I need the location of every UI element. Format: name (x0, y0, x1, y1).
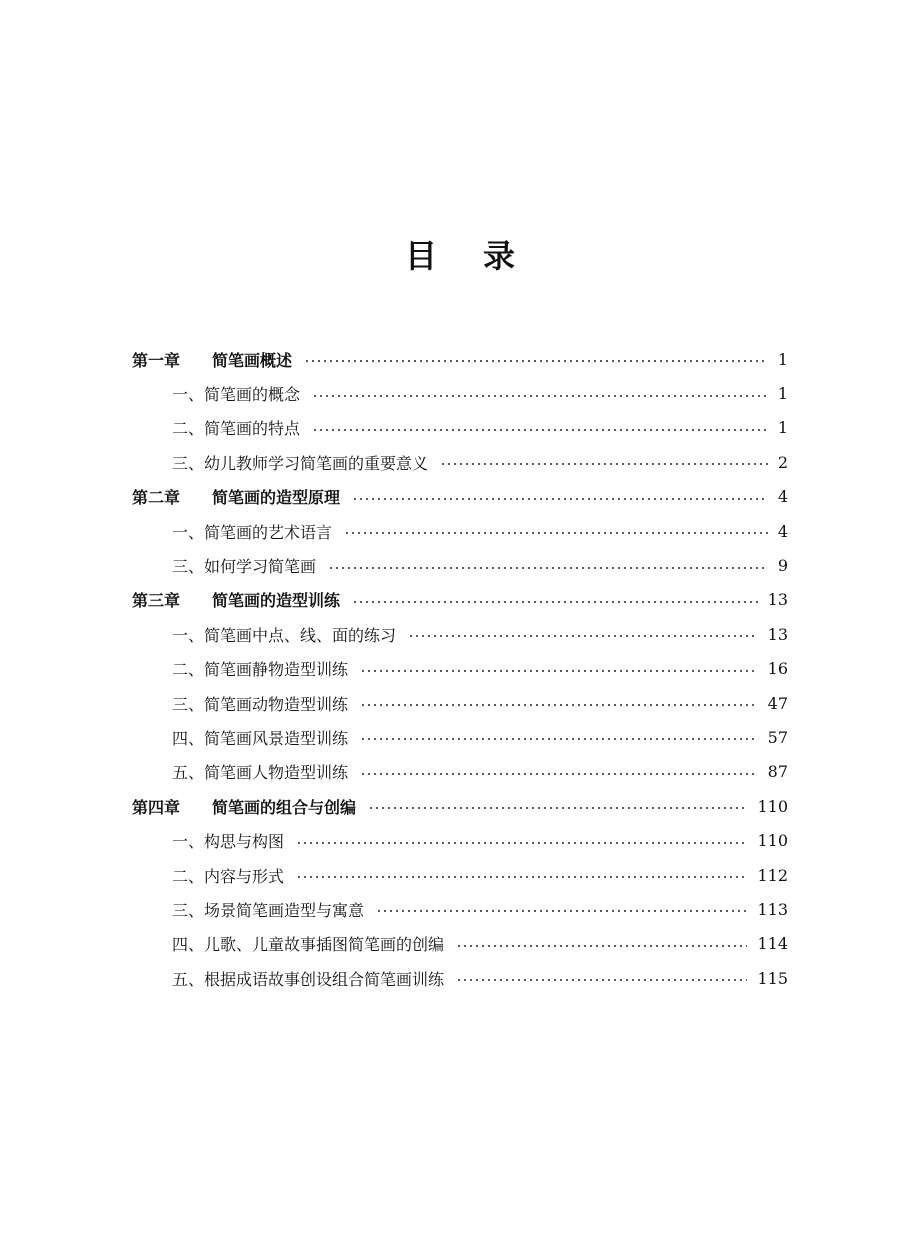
toc-section-entry[interactable] (132, 892, 788, 926)
toc-section-entry[interactable] (132, 652, 788, 686)
dot-leader (456, 945, 747, 947)
dot-leader (352, 601, 758, 603)
toc-chapter-entry[interactable] (132, 342, 788, 376)
toc-page-number: 9 (777, 556, 788, 576)
toc-entry-label (172, 829, 284, 852)
toc-entry-title: 简笔画概述 (212, 350, 293, 370)
dot-leader (368, 807, 747, 809)
toc-entry-label (172, 898, 364, 921)
toc-entry-label (172, 520, 332, 543)
toc-chapter-entry[interactable] (132, 583, 788, 617)
toc-entry-title: 二、简笔画的特点 (172, 419, 301, 439)
toc-entry-title: 三、幼儿教师学习简笔画的重要意义 (172, 453, 429, 473)
toc-page-number: 13 (767, 624, 788, 644)
dot-leader (328, 567, 768, 569)
dot-leader (440, 463, 768, 465)
toc-page-number: 110 (757, 831, 788, 851)
toc-section-entry[interactable] (132, 548, 788, 582)
toc-section-entry[interactable] (132, 720, 788, 754)
table-of-contents (132, 342, 788, 995)
toc-entry-label (172, 692, 348, 715)
toc-entry-title: 五、根据成语故事创设组合简笔画训练 (172, 969, 445, 989)
toc-chapter-entry[interactable] (132, 789, 788, 823)
dot-leader (376, 910, 747, 912)
toc-entry-label (132, 348, 292, 371)
toc-entry-label (172, 623, 396, 646)
toc-entry-label (132, 795, 356, 818)
toc-entry-title: 简笔画的造型原理 (212, 488, 341, 508)
toc-entry-title: 二、内容与形式 (172, 866, 285, 886)
toc-page-number: 87 (767, 762, 788, 782)
toc-entry-label (172, 760, 348, 783)
toc-page-number: 114 (757, 934, 788, 954)
dot-leader (344, 532, 768, 534)
toc-page-number: 4 (777, 521, 788, 541)
title-char-2: 录 (483, 237, 516, 275)
toc-entry-label (172, 726, 348, 749)
toc-page-number: 1 (777, 418, 788, 438)
dot-leader (456, 979, 747, 981)
toc-entry-title: 三、如何学习简笔画 (172, 557, 317, 577)
toc-page-number: 4 (777, 487, 788, 507)
toc-entry-title: 二、简笔画静物造型训练 (172, 660, 349, 680)
page-title (0, 234, 920, 278)
toc-entry-title: 一、简笔画的概念 (172, 385, 301, 405)
toc-page-number: 1 (777, 384, 788, 404)
dot-leader (360, 738, 758, 740)
chapter-number: 第四章 (132, 797, 181, 817)
toc-entry-label (172, 932, 444, 955)
toc-entry-label (172, 416, 300, 439)
toc-entry-label (172, 554, 316, 577)
chapter-number: 第二章 (132, 488, 181, 508)
toc-section-entry[interactable] (132, 961, 788, 995)
toc-section-entry[interactable] (132, 927, 788, 961)
toc-chapter-entry[interactable] (132, 480, 788, 514)
toc-section-entry[interactable] (132, 858, 788, 892)
toc-entry-label (172, 657, 348, 680)
toc-section-entry[interactable] (132, 514, 788, 548)
toc-entry-title: 三、简笔画动物造型训练 (172, 694, 349, 714)
chapter-number: 第一章 (132, 350, 181, 370)
toc-entry-title: 简笔画的组合与创编 (212, 797, 357, 817)
toc-section-entry[interactable] (132, 617, 788, 651)
toc-page-number: 113 (757, 899, 788, 919)
dot-leader (352, 498, 768, 500)
toc-entry-title: 四、简笔画风景造型训练 (172, 728, 349, 748)
toc-entry-label (132, 485, 340, 508)
toc-section-entry[interactable] (132, 823, 788, 857)
toc-page-number: 1 (777, 349, 788, 369)
toc-page-number: 112 (757, 865, 788, 885)
toc-entry-label (172, 967, 444, 990)
toc-entry-title: 三、场景简笔画造型与寓意 (172, 900, 365, 920)
toc-page-number: 13 (767, 590, 788, 610)
toc-entry-title: 四、儿歌、儿童故事插图简笔画的创编 (172, 935, 445, 955)
toc-page-number: 57 (767, 727, 788, 747)
dot-leader (360, 773, 758, 775)
toc-entry-title: 一、简笔画的艺术语言 (172, 522, 333, 542)
toc-section-entry[interactable] (132, 411, 788, 445)
chapter-number: 第三章 (132, 591, 181, 611)
toc-page-number: 2 (777, 452, 788, 472)
dot-leader (296, 842, 747, 844)
dot-leader (312, 429, 768, 431)
title-char-1: 目 (404, 237, 437, 275)
toc-entry-title: 一、构思与构图 (172, 832, 285, 852)
toc-entry-title: 简笔画的造型训练 (212, 591, 341, 611)
toc-entry-label (172, 451, 428, 474)
toc-section-entry[interactable] (132, 755, 788, 789)
dot-leader (296, 876, 747, 878)
toc-page-number: 110 (757, 796, 788, 816)
toc-section-entry[interactable] (132, 686, 788, 720)
toc-section-entry[interactable] (132, 445, 788, 479)
toc-entry-label (172, 864, 284, 887)
dot-leader (304, 360, 768, 362)
toc-page-number: 47 (767, 693, 788, 713)
dot-leader (312, 395, 768, 397)
dot-leader (360, 670, 758, 672)
toc-entry-label (172, 382, 300, 405)
toc-section-entry[interactable] (132, 376, 788, 410)
dot-leader (360, 704, 758, 706)
toc-entry-title: 五、简笔画人物造型训练 (172, 763, 349, 783)
toc-entry-label (132, 588, 340, 611)
dot-leader (408, 635, 758, 637)
toc-page-number: 16 (767, 659, 788, 679)
toc-page-number: 115 (757, 968, 788, 988)
toc-entry-title: 一、简笔画中点、线、面的练习 (172, 625, 397, 645)
